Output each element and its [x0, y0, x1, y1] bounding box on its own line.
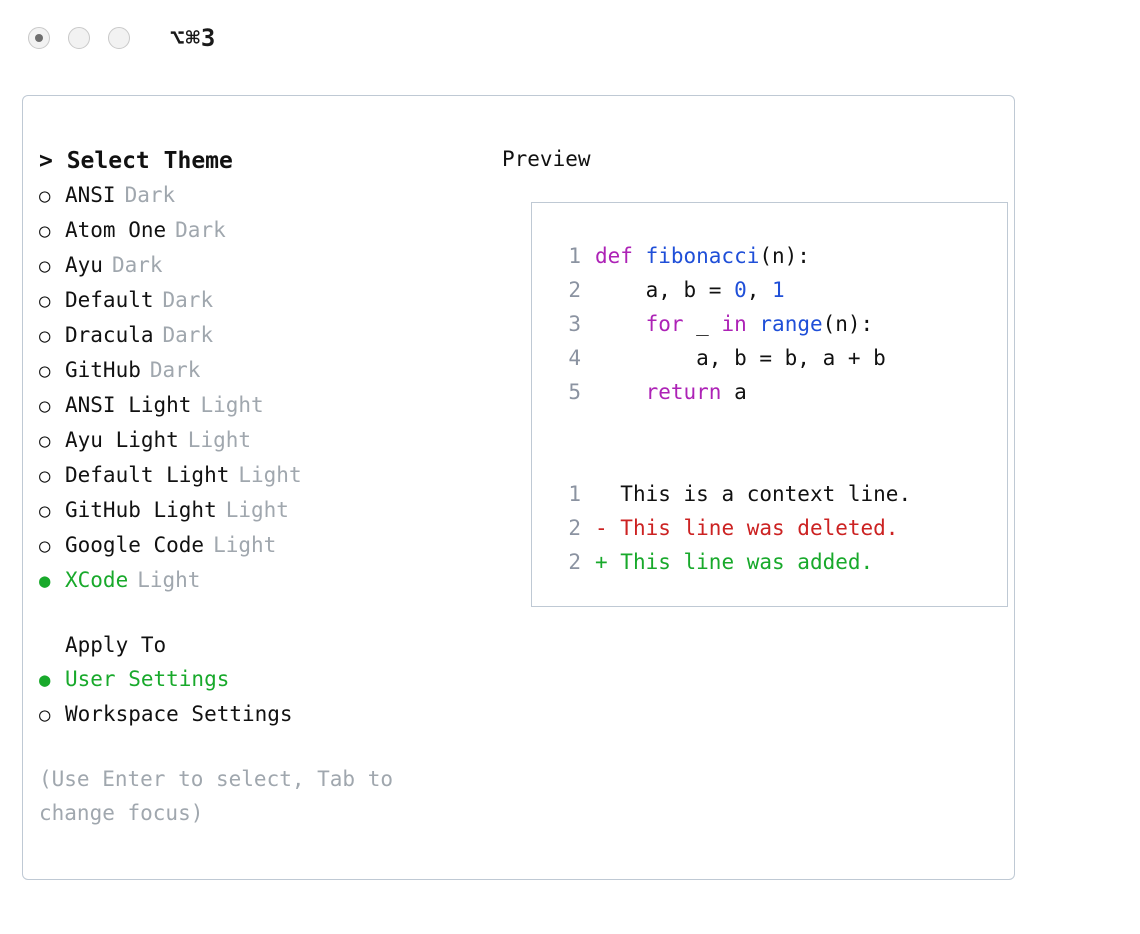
diff-text: This line was added.	[620, 550, 874, 574]
line-number: 5	[568, 380, 581, 404]
line-number: 3	[568, 312, 581, 336]
title-bar	[0, 0, 1140, 76]
line-number: 1	[568, 244, 581, 268]
radio-icon: ○	[39, 290, 51, 312]
radio-icon: ○	[39, 430, 51, 452]
theme-name: Default	[65, 288, 154, 312]
theme-name: Atom One	[65, 218, 167, 242]
preview-column	[502, 144, 992, 574]
theme-variant-tag: Dark	[111, 253, 163, 277]
code-token: range	[759, 312, 823, 336]
radio-icon: ○	[39, 500, 51, 522]
theme-list-item[interactable]	[39, 178, 479, 213]
diff-line-context	[551, 477, 1007, 511]
radio-icon: ○	[39, 704, 51, 726]
theme-variant-tag: Light	[213, 533, 277, 557]
code-token	[747, 307, 760, 341]
theme-list-item[interactable]	[39, 213, 479, 248]
theme-variant-tag: Light	[187, 428, 252, 452]
list-spacer	[39, 598, 479, 628]
radio-icon-selected: ●	[39, 570, 51, 592]
theme-name: Dracula	[65, 323, 154, 347]
radio-icon: ○	[39, 465, 51, 487]
radio-icon: ○	[39, 325, 51, 347]
theme-list-item[interactable]	[39, 528, 479, 563]
apply-to-label: User Settings	[65, 667, 230, 691]
theme-variant-tag: Dark	[175, 218, 226, 242]
theme-name: ANSI Light	[65, 393, 192, 417]
code-token: 0	[734, 278, 747, 302]
code-line	[551, 341, 1007, 375]
diff-text: This line was deleted.	[620, 516, 899, 540]
theme-name: GitHub Light	[65, 498, 217, 522]
traffic-light-zoom-icon[interactable]	[108, 27, 130, 49]
code-token: a, b =	[595, 278, 735, 302]
preview-box	[531, 202, 1008, 607]
select-theme-heading: > Select Theme	[39, 148, 233, 174]
radio-icon: ○	[39, 395, 51, 417]
apply-to-label: Workspace Settings	[65, 702, 293, 726]
code-token: a, b = b, a + b	[595, 346, 886, 370]
theme-variant-tag: Light	[225, 498, 289, 522]
diff-text: This is a context line.	[620, 482, 912, 506]
diff-marker	[595, 477, 620, 511]
code-token: fibonacci	[645, 244, 760, 268]
code-token: a	[721, 380, 747, 404]
theme-variant-tag: Light	[137, 568, 201, 592]
code-token: (n):	[822, 312, 874, 336]
code-line	[551, 273, 1007, 307]
theme-variant-tag: Dark	[149, 358, 201, 382]
diff-marker: -	[595, 516, 621, 540]
theme-list-item[interactable]	[39, 493, 479, 528]
line-number: 2	[568, 516, 581, 540]
theme-variant-tag: Dark	[124, 183, 176, 207]
keyboard-shortcut-label: ⌥⌘3	[170, 24, 217, 52]
theme-name: Default Light	[65, 463, 230, 487]
theme-list-item[interactable]	[39, 458, 479, 493]
traffic-light-close-inner	[35, 34, 43, 42]
radio-icon: ○	[39, 220, 51, 242]
diff-line-deleted	[551, 511, 1007, 545]
theme-list-item[interactable]	[39, 283, 479, 318]
theme-list-item[interactable]	[39, 353, 479, 388]
radio-icon-selected: ●	[39, 669, 51, 691]
theme-variant-tag: Dark	[162, 323, 214, 347]
apply-to-item-user-settings[interactable]	[39, 662, 479, 697]
code-token	[595, 307, 646, 341]
line-number: 4	[568, 346, 581, 370]
theme-list	[39, 178, 479, 598]
theme-list-item[interactable]	[39, 423, 479, 458]
theme-name: ANSI	[65, 183, 116, 207]
theme-list-item[interactable]	[39, 388, 479, 423]
preview-heading: Preview	[502, 147, 591, 171]
theme-list-item[interactable]	[39, 318, 479, 353]
line-number: 1	[568, 482, 581, 506]
code-token: def	[595, 244, 646, 268]
code-token: in	[721, 312, 747, 336]
code-token: for	[645, 312, 684, 336]
code-token	[595, 375, 646, 409]
traffic-light-minimize-icon[interactable]	[68, 27, 90, 49]
theme-name: Google Code	[65, 533, 205, 557]
apply-to-heading: Apply To	[65, 633, 167, 657]
code-token: ,	[746, 278, 773, 302]
apply-to-list	[39, 662, 479, 732]
code-line	[551, 239, 1007, 273]
diff-marker: +	[595, 550, 621, 574]
radio-icon: ○	[39, 255, 51, 277]
theme-variant-tag: Light	[200, 393, 264, 417]
code-token: return	[645, 380, 722, 404]
diff-line-added	[551, 545, 1007, 579]
code-line	[551, 375, 1007, 409]
line-number: 2	[568, 550, 581, 574]
code-line	[551, 307, 1007, 341]
code-blank-line	[551, 443, 1007, 477]
theme-name: GitHub	[65, 358, 141, 382]
traffic-light-close-icon[interactable]	[28, 27, 50, 49]
keyboard-hint-text: (Use Enter to select, Tab to change focus)	[39, 767, 406, 825]
theme-list-item[interactable]	[39, 248, 479, 283]
radio-icon: ○	[39, 360, 51, 382]
theme-name: XCode	[65, 568, 129, 592]
code-token: 1	[772, 278, 785, 302]
theme-dialog-panel	[22, 95, 1015, 880]
code-blank-line	[551, 409, 1007, 443]
theme-variant-tag: Dark	[162, 288, 214, 312]
radio-icon: ○	[39, 185, 51, 207]
apply-to-item-workspace-settings[interactable]	[39, 697, 479, 732]
code-token: (n):	[759, 244, 810, 268]
theme-list-item-selected[interactable]	[39, 563, 479, 598]
radio-icon: ○	[39, 535, 51, 557]
theme-selection-column	[39, 144, 479, 830]
theme-variant-tag: Light	[238, 463, 302, 487]
line-number: 2	[568, 278, 581, 302]
theme-name: Ayu	[65, 253, 103, 277]
theme-name: Ayu Light	[65, 428, 179, 452]
code-token: _	[683, 312, 722, 336]
